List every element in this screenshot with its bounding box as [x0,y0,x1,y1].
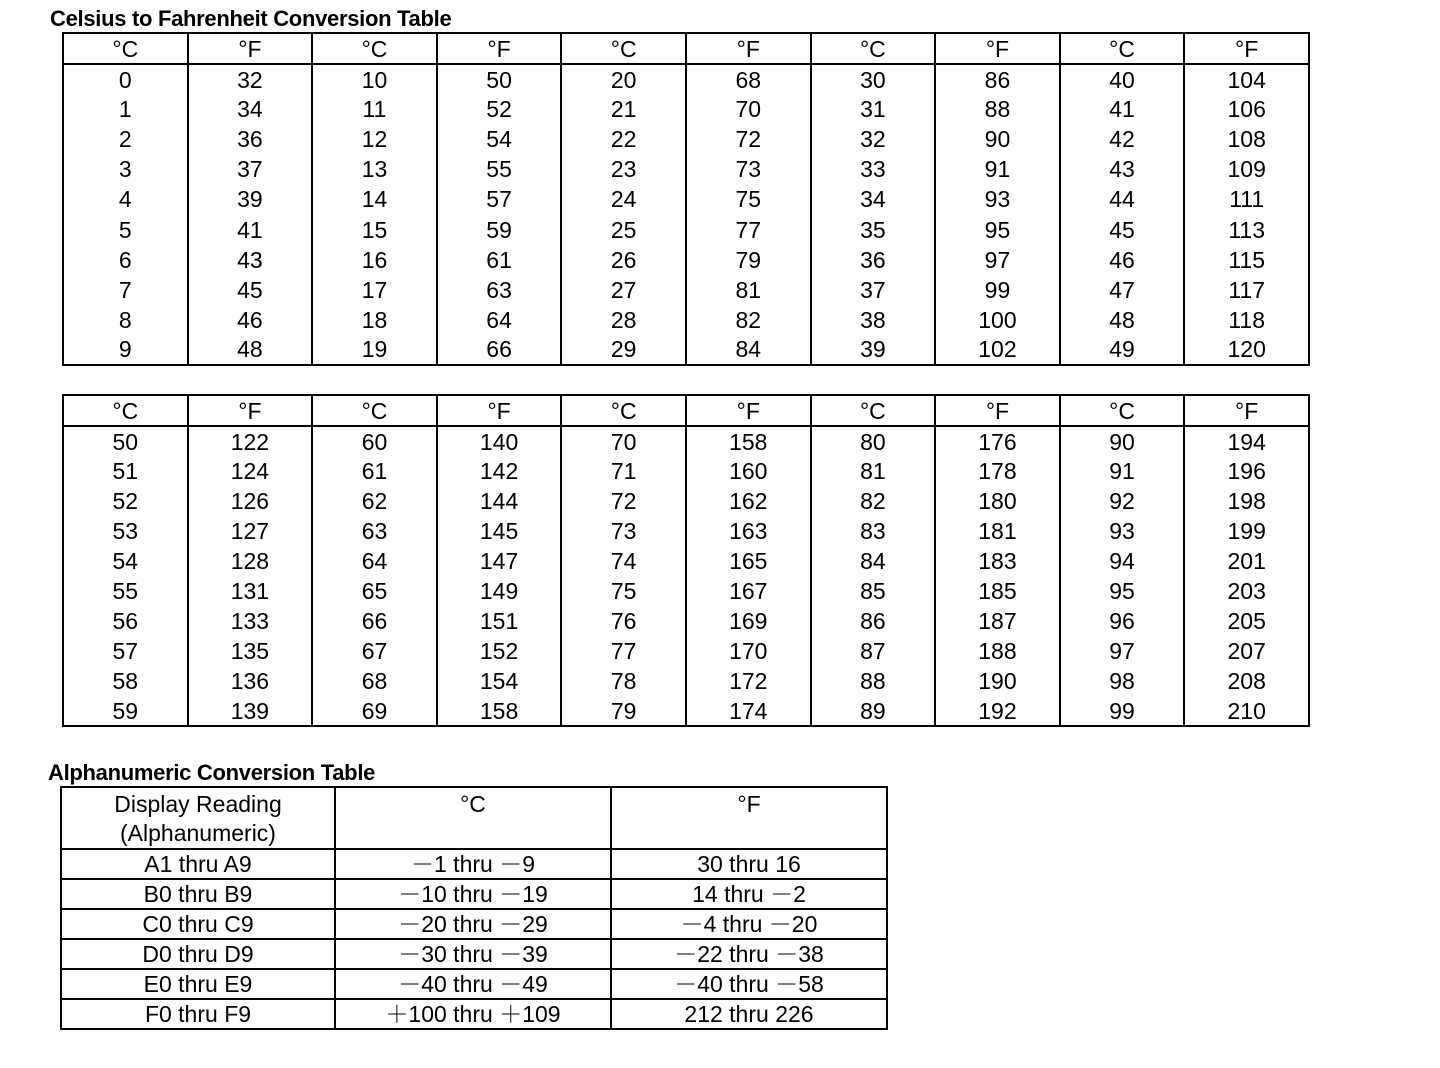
table-row [63,486,1309,516]
fahrenheit-range-cell: 30 thru 16 [611,849,887,879]
celsius-cell: 61 [312,456,437,486]
table-row [63,305,1309,335]
celsius-cell: 36 [811,245,936,275]
celsius-cell: 16 [312,245,437,275]
table-row [61,939,887,969]
table-row [63,64,1309,94]
fahrenheit-cell: 91 [935,154,1060,184]
celsius-cell: 6 [63,245,188,275]
celsius-cell: 25 [561,214,686,244]
column-header-celsius: °C [561,395,686,426]
fahrenheit-cell: 201 [1184,546,1309,576]
fahrenheit-cell: 73 [686,154,811,184]
fahrenheit-cell: 170 [686,636,811,666]
table-row [63,184,1309,214]
fahrenheit-cell: 88 [935,94,1060,124]
column-header-celsius: °C [63,395,188,426]
fahrenheit-cell: 45 [188,275,313,305]
celsius-cell: 82 [811,486,936,516]
celsius-fahrenheit-title: Celsius to Fahrenheit Conversion Table [50,6,452,31]
fahrenheit-cell: 145 [437,516,562,546]
fahrenheit-cell: 55 [437,154,562,184]
celsius-cell: 56 [63,606,188,636]
fahrenheit-cell: 43 [188,245,313,275]
fahrenheit-cell: 52 [437,94,562,124]
celsius-cell: 47 [1060,275,1185,305]
fahrenheit-cell: 64 [437,305,562,335]
celsius-cell: 51 [63,456,188,486]
column-header-celsius: °C [1060,33,1185,64]
fahrenheit-cell: 34 [188,94,313,124]
fahrenheit-cell: 100 [935,305,1060,335]
fahrenheit-cell: 158 [686,426,811,456]
fahrenheit-cell: 128 [188,546,313,576]
celsius-cell: 13 [312,154,437,184]
fahrenheit-cell: 81 [686,275,811,305]
column-header-fahrenheit: °F [437,395,562,426]
celsius-cell: 68 [312,666,437,696]
celsius-cell: 27 [561,275,686,305]
fahrenheit-cell: 70 [686,94,811,124]
fahrenheit-cell: 133 [188,606,313,636]
celsius-cell: 80 [811,426,936,456]
celsius-cell: 35 [811,214,936,244]
fahrenheit-cell: 160 [686,456,811,486]
celsius-cell: 67 [312,636,437,666]
celsius-cell: 31 [811,94,936,124]
celsius-cell: 23 [561,154,686,184]
fahrenheit-cell: 176 [935,426,1060,456]
fahrenheit-cell: 174 [686,696,811,726]
celsius-cell: 44 [1060,184,1185,214]
header-display-reading-line2: (Alphanumeric) [120,820,276,846]
fahrenheit-range-cell: 14 thru －2 [611,879,887,909]
celsius-cell: 15 [312,214,437,244]
table-row [63,696,1309,726]
fahrenheit-cell: 188 [935,636,1060,666]
display-reading-cell: C0 thru C9 [61,909,335,939]
celsius-cell: 70 [561,426,686,456]
celsius-cell: 66 [312,606,437,636]
fahrenheit-cell: 104 [1184,64,1309,94]
celsius-cell: 95 [1060,576,1185,606]
column-header-fahrenheit: °F [437,33,562,64]
celsius-cell: 3 [63,154,188,184]
fahrenheit-cell: 118 [1184,305,1309,335]
fahrenheit-cell: 151 [437,606,562,636]
display-reading-cell: F0 thru F9 [61,999,335,1029]
fahrenheit-cell: 185 [935,576,1060,606]
celsius-cell: 64 [312,546,437,576]
fahrenheit-cell: 199 [1184,516,1309,546]
fahrenheit-cell: 99 [935,275,1060,305]
fahrenheit-cell: 180 [935,486,1060,516]
fahrenheit-cell: 84 [686,335,811,365]
fahrenheit-cell: 131 [188,576,313,606]
celsius-cell: 22 [561,124,686,154]
fahrenheit-cell: 208 [1184,666,1309,696]
fahrenheit-cell: 140 [437,426,562,456]
fahrenheit-range-cell: －22 thru －38 [611,939,887,969]
celsius-cell: 4 [63,184,188,214]
column-header-fahrenheit: °F [935,33,1060,64]
fahrenheit-cell: 79 [686,245,811,275]
celsius-range-cell: －10 thru －19 [335,879,611,909]
celsius-cell: 74 [561,546,686,576]
celsius-cell: 81 [811,456,936,486]
fahrenheit-cell: 167 [686,576,811,606]
column-header-celsius: °C [1060,395,1185,426]
header-fahrenheit: °F [611,787,887,849]
fahrenheit-cell: 198 [1184,486,1309,516]
fahrenheit-cell: 93 [935,184,1060,214]
fahrenheit-cell: 46 [188,305,313,335]
celsius-cell: 40 [1060,64,1185,94]
celsius-cell: 28 [561,305,686,335]
fahrenheit-cell: 117 [1184,275,1309,305]
fahrenheit-cell: 190 [935,666,1060,696]
table-header-row [61,787,887,849]
celsius-cell: 2 [63,124,188,154]
column-header-fahrenheit: °F [188,395,313,426]
celsius-cell: 94 [1060,546,1185,576]
conversion-table-0-to-49 [62,32,1310,366]
celsius-cell: 91 [1060,456,1185,486]
celsius-range-cell: －30 thru －39 [335,939,611,969]
fahrenheit-cell: 136 [188,666,313,696]
celsius-cell: 97 [1060,636,1185,666]
celsius-cell: 93 [1060,516,1185,546]
fahrenheit-cell: 162 [686,486,811,516]
celsius-cell: 9 [63,335,188,365]
table-row [63,335,1309,365]
fahrenheit-cell: 115 [1184,245,1309,275]
celsius-cell: 89 [811,696,936,726]
column-header-fahrenheit: °F [188,33,313,64]
celsius-cell: 1 [63,94,188,124]
celsius-cell: 30 [811,64,936,94]
celsius-cell: 42 [1060,124,1185,154]
celsius-cell: 21 [561,94,686,124]
fahrenheit-cell: 77 [686,214,811,244]
fahrenheit-cell: 187 [935,606,1060,636]
celsius-cell: 26 [561,245,686,275]
fahrenheit-cell: 149 [437,576,562,606]
celsius-cell: 52 [63,486,188,516]
fahrenheit-cell: 135 [188,636,313,666]
celsius-cell: 84 [811,546,936,576]
celsius-cell: 19 [312,335,437,365]
celsius-cell: 39 [811,335,936,365]
celsius-cell: 11 [312,94,437,124]
fahrenheit-cell: 111 [1184,184,1309,214]
celsius-cell: 79 [561,696,686,726]
table-row [61,879,887,909]
fahrenheit-cell: 122 [188,426,313,456]
celsius-cell: 92 [1060,486,1185,516]
column-header-fahrenheit: °F [935,395,1060,426]
column-header-celsius: °C [312,33,437,64]
table-row [63,516,1309,546]
celsius-cell: 78 [561,666,686,696]
fahrenheit-cell: 36 [188,124,313,154]
celsius-cell: 50 [63,426,188,456]
fahrenheit-cell: 39 [188,184,313,214]
table-header-row [63,395,1309,426]
celsius-range-cell: －40 thru －49 [335,969,611,999]
fahrenheit-cell: 163 [686,516,811,546]
table-row [63,245,1309,275]
fahrenheit-cell: 183 [935,546,1060,576]
fahrenheit-cell: 178 [935,456,1060,486]
fahrenheit-cell: 126 [188,486,313,516]
celsius-cell: 14 [312,184,437,214]
fahrenheit-cell: 57 [437,184,562,214]
table-row [63,275,1309,305]
fahrenheit-cell: 113 [1184,214,1309,244]
fahrenheit-range-cell: －40 thru －58 [611,969,887,999]
display-reading-cell: D0 thru D9 [61,939,335,969]
fahrenheit-cell: 207 [1184,636,1309,666]
column-header-fahrenheit: °F [1184,33,1309,64]
fahrenheit-cell: 41 [188,214,313,244]
celsius-cell: 33 [811,154,936,184]
celsius-cell: 63 [312,516,437,546]
celsius-cell: 71 [561,456,686,486]
celsius-cell: 54 [63,546,188,576]
celsius-cell: 53 [63,516,188,546]
display-reading-cell: E0 thru E9 [61,969,335,999]
fahrenheit-cell: 72 [686,124,811,154]
header-display-reading-line1: Display Reading [114,791,282,817]
table-row [63,154,1309,184]
header-display-reading [61,787,335,849]
alphanumeric-title: Alphanumeric Conversion Table [48,760,376,785]
fahrenheit-cell: 54 [437,124,562,154]
celsius-cell: 38 [811,305,936,335]
fahrenheit-cell: 192 [935,696,1060,726]
fahrenheit-cell: 106 [1184,94,1309,124]
fahrenheit-cell: 152 [437,636,562,666]
celsius-cell: 18 [312,305,437,335]
fahrenheit-cell: 210 [1184,696,1309,726]
celsius-cell: 20 [561,64,686,94]
celsius-cell: 17 [312,275,437,305]
fahrenheit-cell: 63 [437,275,562,305]
celsius-cell: 41 [1060,94,1185,124]
column-header-celsius: °C [63,33,188,64]
fahrenheit-cell: 61 [437,245,562,275]
celsius-cell: 45 [1060,214,1185,244]
fahrenheit-cell: 172 [686,666,811,696]
celsius-cell: 65 [312,576,437,606]
fahrenheit-cell: 82 [686,305,811,335]
fahrenheit-cell: 32 [188,64,313,94]
column-header-fahrenheit: °F [1184,395,1309,426]
column-header-celsius: °C [561,33,686,64]
celsius-cell: 55 [63,576,188,606]
celsius-cell: 10 [312,64,437,94]
fahrenheit-cell: 127 [188,516,313,546]
celsius-range-cell: ＋100 thru ＋109 [335,999,611,1029]
table-row [63,214,1309,244]
table-row [63,456,1309,486]
fahrenheit-cell: 109 [1184,154,1309,184]
fahrenheit-cell: 90 [935,124,1060,154]
table-row [63,606,1309,636]
celsius-cell: 72 [561,486,686,516]
celsius-cell: 75 [561,576,686,606]
table-header-row [63,33,1309,64]
table-row [63,576,1309,606]
column-header-fahrenheit: °F [686,395,811,426]
table-row [63,94,1309,124]
header-celsius: °C [335,787,611,849]
fahrenheit-cell: 50 [437,64,562,94]
table-row [63,636,1309,666]
display-reading-cell: A1 thru A9 [61,849,335,879]
alphanumeric-conversion-table [60,786,888,1030]
table-row [61,849,887,879]
celsius-cell: 37 [811,275,936,305]
column-header-fahrenheit: °F [686,33,811,64]
fahrenheit-cell: 68 [686,64,811,94]
celsius-cell: 59 [63,696,188,726]
fahrenheit-cell: 144 [437,486,562,516]
celsius-cell: 99 [1060,696,1185,726]
fahrenheit-cell: 139 [188,696,313,726]
fahrenheit-cell: 203 [1184,576,1309,606]
fahrenheit-cell: 181 [935,516,1060,546]
celsius-cell: 58 [63,666,188,696]
celsius-cell: 8 [63,305,188,335]
table-row [63,666,1309,696]
fahrenheit-cell: 97 [935,245,1060,275]
fahrenheit-cell: 165 [686,546,811,576]
fahrenheit-cell: 37 [188,154,313,184]
celsius-range-cell: －20 thru －29 [335,909,611,939]
celsius-cell: 86 [811,606,936,636]
table-row [61,969,887,999]
fahrenheit-cell: 66 [437,335,562,365]
column-header-celsius: °C [811,33,936,64]
celsius-cell: 7 [63,275,188,305]
fahrenheit-cell: 108 [1184,124,1309,154]
celsius-cell: 77 [561,636,686,666]
fahrenheit-cell: 75 [686,184,811,214]
celsius-cell: 5 [63,214,188,244]
fahrenheit-cell: 102 [935,335,1060,365]
celsius-cell: 98 [1060,666,1185,696]
table-row [63,546,1309,576]
table-row [61,999,887,1029]
fahrenheit-cell: 48 [188,335,313,365]
celsius-cell: 83 [811,516,936,546]
fahrenheit-cell: 86 [935,64,1060,94]
celsius-range-cell: －1 thru －9 [335,849,611,879]
celsius-cell: 12 [312,124,437,154]
celsius-cell: 62 [312,486,437,516]
celsius-cell: 88 [811,666,936,696]
fahrenheit-cell: 154 [437,666,562,696]
fahrenheit-cell: 205 [1184,606,1309,636]
column-header-celsius: °C [811,395,936,426]
celsius-cell: 48 [1060,305,1185,335]
celsius-cell: 76 [561,606,686,636]
celsius-cell: 57 [63,636,188,666]
fahrenheit-cell: 142 [437,456,562,486]
celsius-cell: 87 [811,636,936,666]
table-row [61,909,887,939]
fahrenheit-cell: 124 [188,456,313,486]
fahrenheit-cell: 120 [1184,335,1309,365]
fahrenheit-cell: 147 [437,546,562,576]
fahrenheit-cell: 95 [935,214,1060,244]
fahrenheit-cell: 194 [1184,426,1309,456]
celsius-cell: 34 [811,184,936,214]
celsius-cell: 85 [811,576,936,606]
display-reading-cell: B0 thru B9 [61,879,335,909]
column-header-celsius: °C [312,395,437,426]
table-row [63,426,1309,456]
fahrenheit-range-cell: 212 thru 226 [611,999,887,1029]
conversion-table-50-to-99 [62,394,1310,727]
celsius-cell: 90 [1060,426,1185,456]
celsius-cell: 43 [1060,154,1185,184]
celsius-cell: 96 [1060,606,1185,636]
fahrenheit-range-cell: －4 thru －20 [611,909,887,939]
celsius-cell: 49 [1060,335,1185,365]
celsius-cell: 32 [811,124,936,154]
celsius-cell: 0 [63,64,188,94]
celsius-cell: 73 [561,516,686,546]
table-row [63,124,1309,154]
fahrenheit-cell: 196 [1184,456,1309,486]
fahrenheit-cell: 169 [686,606,811,636]
celsius-cell: 29 [561,335,686,365]
celsius-cell: 46 [1060,245,1185,275]
fahrenheit-cell: 59 [437,214,562,244]
fahrenheit-cell: 158 [437,696,562,726]
celsius-cell: 60 [312,426,437,456]
celsius-cell: 69 [312,696,437,726]
celsius-cell: 24 [561,184,686,214]
